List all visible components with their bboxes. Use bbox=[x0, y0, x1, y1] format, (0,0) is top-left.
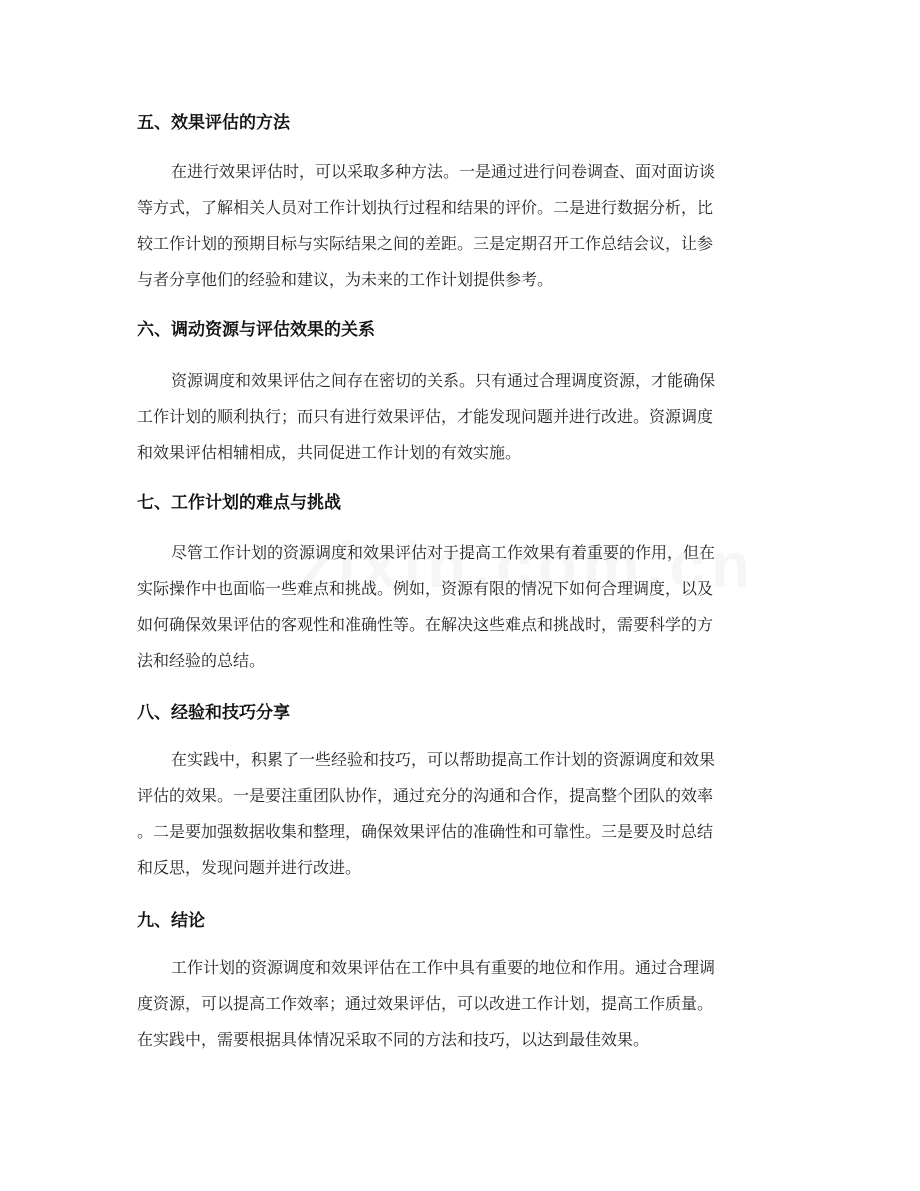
section-6-title: 六、调动资源与评估效果的关系 bbox=[137, 320, 375, 340]
section-7-paragraph bbox=[137, 535, 787, 679]
paragraph-line: 较工作计划的预期目标与实际结果之间的差距。三是定期召开工作总结会议，让参 bbox=[137, 234, 714, 253]
paragraph-line: 评估的效果。一是要注重团队协作，通过充分的沟通和合作，提高整个团队的效率 bbox=[137, 786, 714, 805]
paragraph-line: 在实践中，需要根据具体情况采取不同的方法和技巧，以达到最佳效果。 bbox=[137, 1030, 650, 1049]
section-9-paragraph bbox=[137, 950, 787, 1058]
section-7-title: 七、工作计划的难点与挑战 bbox=[137, 493, 341, 513]
paragraph-line: 和效果评估相辅相成，共同促进工作计划的有效实施。 bbox=[137, 443, 522, 462]
paragraph-line: 工作计划的顺利执行；而只有进行效果评估，才能发现问题并进行改进。资源调度 bbox=[137, 407, 714, 426]
paragraph-line: 在进行效果评估时，可以采取多种方法。一是通过进行问卷调查、面对面访谈 bbox=[171, 162, 716, 181]
section-8-paragraph bbox=[137, 742, 787, 886]
section-5-title: 五、效果评估的方法 bbox=[137, 113, 290, 133]
paragraph-line: 法和经验的总结。 bbox=[137, 651, 266, 670]
paragraph-line: 在实践中，积累了一些经验和技巧，可以帮助提高工作计划的资源调度和效果 bbox=[171, 750, 716, 769]
paragraph-line: 等方式，了解相关人员对工作计划执行过程和结果的评价。二是进行数据分析，比 bbox=[137, 198, 714, 217]
paragraph-line: 度资源，可以提高工作效率；通过效果评估，可以改进工作计划，提高工作质量。 bbox=[137, 994, 714, 1013]
section-8-title: 八、经验和技巧分享 bbox=[137, 703, 290, 723]
paragraph-line: 资源调度和效果评估之间存在密切的关系。只有通过合理调度资源，才能确保 bbox=[171, 371, 716, 390]
paragraph-line: 尽管工作计划的资源调度和效果评估对于提高工作效果有着重要的作用，但在 bbox=[171, 543, 716, 562]
paragraph-line: 。二是要加强数据收集和整理，确保效果评估的准确性和可靠性。三是要及时总结 bbox=[137, 822, 714, 841]
section-5-paragraph bbox=[137, 154, 787, 298]
paragraph-line: 如何确保效果评估的客观性和准确性等。在解决这些难点和挑战时，需要科学的方 bbox=[137, 615, 714, 634]
paragraph-line: 和反思，发现问题并进行改进。 bbox=[137, 858, 362, 877]
section-6-paragraph bbox=[137, 363, 787, 471]
paragraph-line: 工作计划的资源调度和效果评估在工作中具有重要的地位和作用。通过合理调 bbox=[171, 958, 716, 977]
paragraph-line: 实际操作中也面临一些难点和挑战。例如，资源有限的情况下如何合理调度，以及 bbox=[137, 579, 714, 598]
paragraph-line: 与者分享他们的经验和建议，为未来的工作计划提供参考。 bbox=[137, 270, 554, 289]
section-9-title: 九、结论 bbox=[137, 911, 205, 931]
